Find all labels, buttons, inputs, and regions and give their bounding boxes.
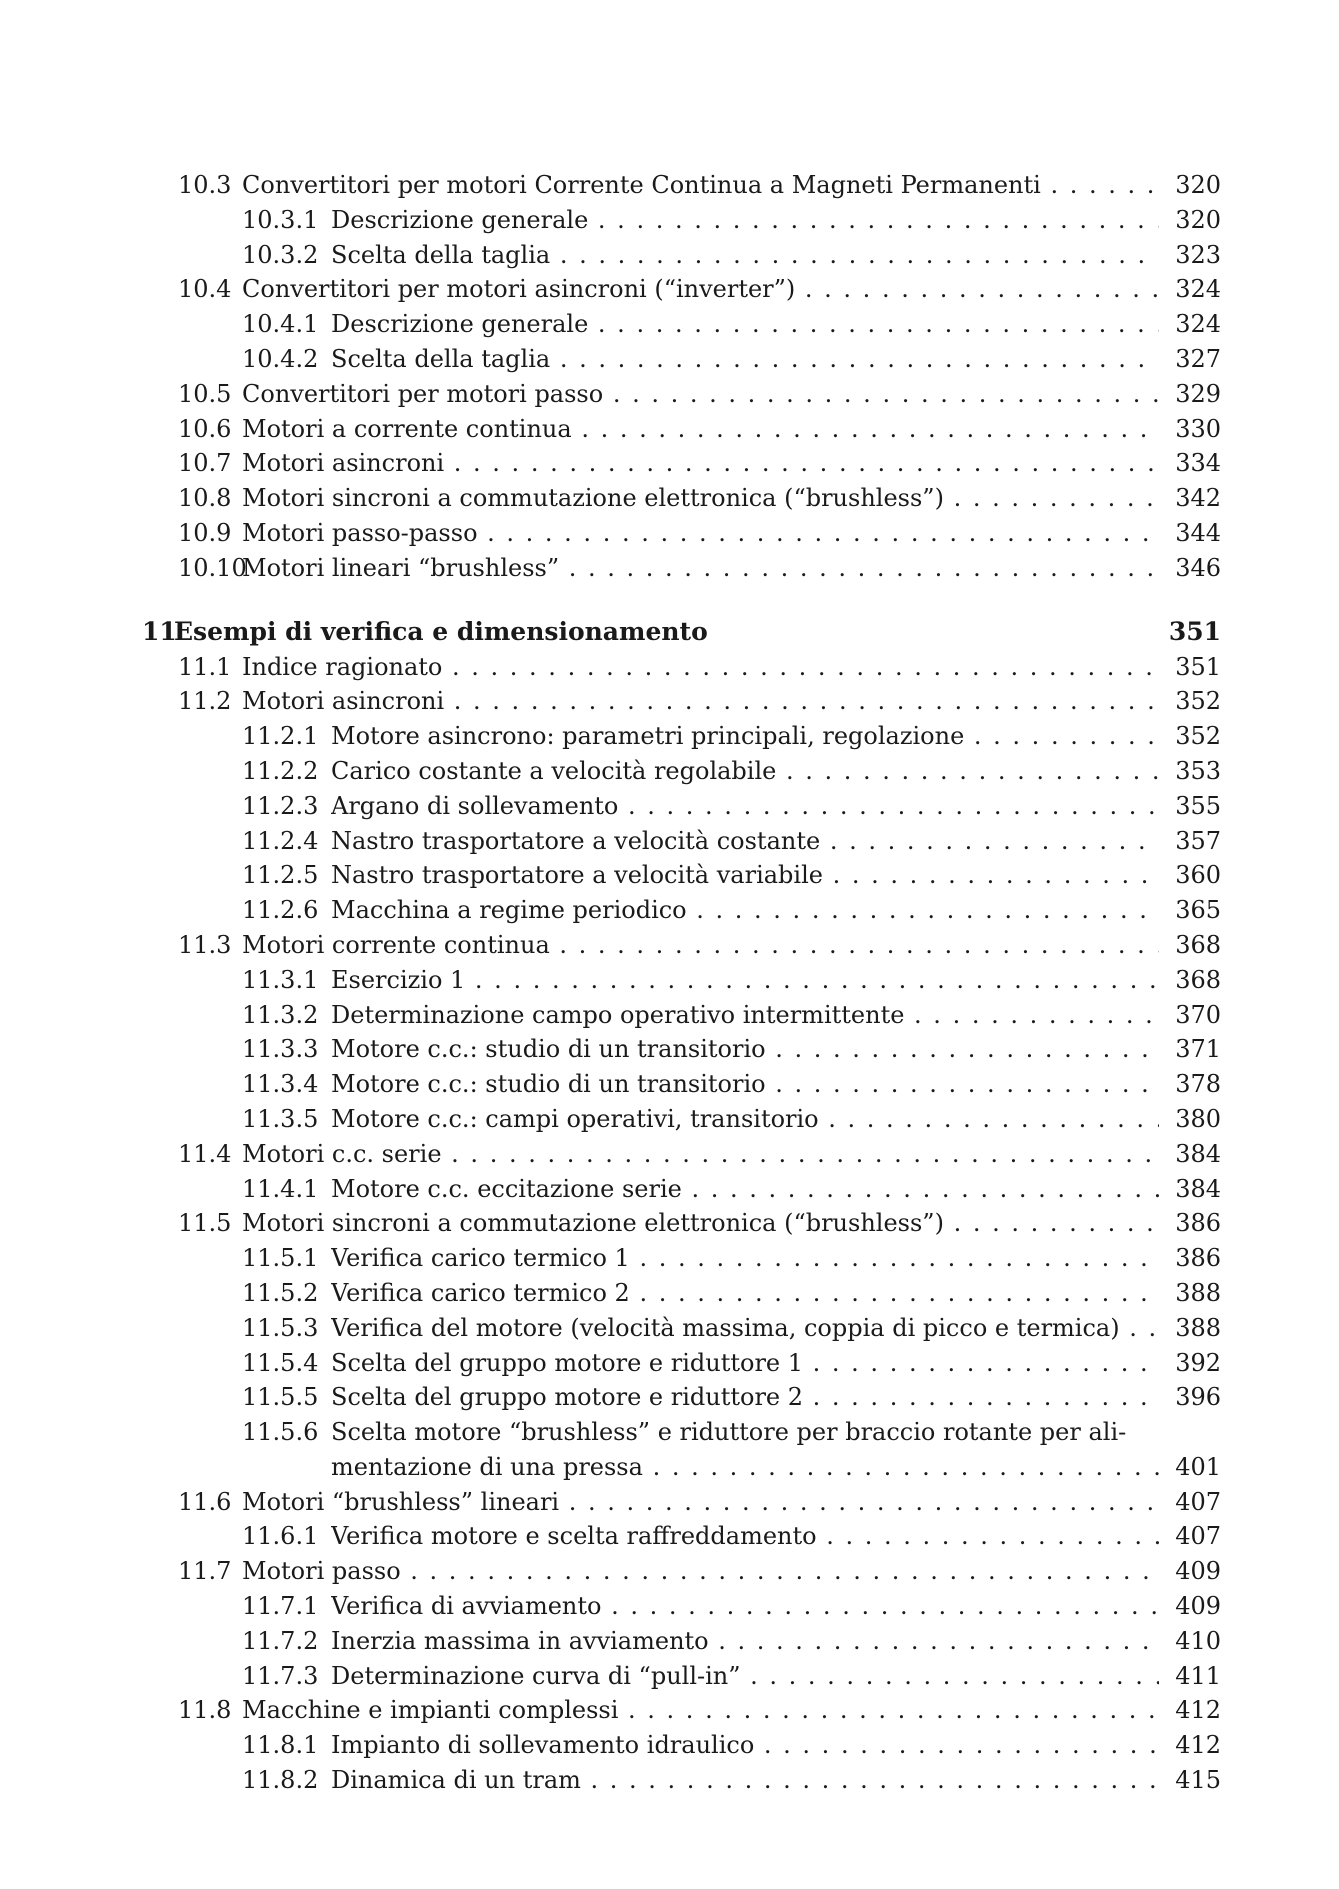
toc-entry-number: 11.6 bbox=[178, 1487, 232, 1516]
toc-entry[interactable] bbox=[178, 516, 1221, 551]
toc-entry-number: 11.3.1 bbox=[242, 965, 319, 994]
toc-entry-page: 415 bbox=[1175, 1766, 1221, 1795]
toc-entry-number: 11.3 bbox=[178, 930, 232, 959]
toc-entry-title: Argano di sollevamento . . . bbox=[331, 789, 1159, 824]
toc-entry-number: 10.10 bbox=[178, 553, 247, 582]
toc-entry-title: Motore c.c. eccitazione serie . . . bbox=[331, 1172, 1159, 1207]
toc-entry-title: Scelta del gruppo motore e riduttore 1 . . . bbox=[331, 1346, 1159, 1381]
toc-entry-title: Nastro trasportatore a velocità variabile . . . bbox=[331, 858, 1159, 893]
toc-entry-title: Verifica carico termico 2 . . . bbox=[331, 1276, 1159, 1311]
toc-entry-page: 410 bbox=[1175, 1626, 1221, 1655]
toc-entry[interactable] bbox=[178, 998, 1221, 1033]
toc-entry-title: Motori lineari “brushless” . . . bbox=[242, 551, 1159, 586]
toc-entry[interactable] bbox=[178, 1102, 1221, 1137]
toc-entry-title: Descrizione generale . . . bbox=[331, 203, 1159, 238]
toc-entry-number: 10.3 bbox=[178, 171, 232, 199]
toc-entry-title: Macchina a regime periodico . . . bbox=[331, 893, 1159, 928]
toc-entry-number: 11.5.3 bbox=[242, 1313, 319, 1342]
toc-entry[interactable] bbox=[178, 754, 1221, 789]
toc-entry-page: 351 bbox=[1168, 616, 1221, 646]
toc-entry[interactable] bbox=[178, 272, 1221, 307]
toc-entry-title: Motori asincroni . . . bbox=[242, 446, 1159, 481]
toc-entry[interactable] bbox=[178, 928, 1221, 963]
toc-entry-title: Motori sincroni a commutazione elettronica (“brushless”) . . . bbox=[242, 1206, 1159, 1241]
toc-entry-number: 11.2.5 bbox=[242, 861, 319, 890]
toc-entry-title: Motori a corrente continua . . . bbox=[242, 412, 1159, 447]
toc-entry-page: 407 bbox=[1175, 1522, 1221, 1551]
toc-entry[interactable] bbox=[178, 1485, 1221, 1520]
toc-entry[interactable] bbox=[178, 1624, 1221, 1659]
toc-entry-page: 360 bbox=[1175, 861, 1221, 890]
toc-entry-number: 11.3.2 bbox=[242, 1000, 319, 1029]
toc-entry[interactable] bbox=[178, 1693, 1221, 1728]
toc-entry-page: 370 bbox=[1175, 1000, 1221, 1029]
toc-entry-number: 11.3.5 bbox=[242, 1104, 319, 1133]
toc-entry[interactable] bbox=[178, 481, 1221, 516]
toc-entry-number: 11.2.4 bbox=[242, 826, 319, 855]
toc-entry[interactable] bbox=[178, 1589, 1221, 1624]
toc-entry[interactable] bbox=[178, 1659, 1221, 1694]
toc-entry[interactable] bbox=[178, 1137, 1221, 1172]
toc-entry-number: 11.3.4 bbox=[242, 1070, 319, 1099]
toc-entry-title: Motori asincroni . . . bbox=[242, 684, 1159, 719]
toc-entry-title: Motori sincroni a commutazione elettronica (“brushless”) . . . bbox=[242, 481, 1159, 516]
toc-entry-page: 407 bbox=[1175, 1487, 1221, 1516]
toc-entry-title: Esempi di verifica e dimensionamento bbox=[174, 616, 708, 646]
toc-entry-page: 388 bbox=[1175, 1278, 1221, 1307]
toc-entry-page: 324 bbox=[1175, 310, 1221, 339]
toc-entry-title: Convertitori per motori asincroni (“inverter”) . . . bbox=[242, 272, 1159, 307]
toc-entry-page: 323 bbox=[1175, 240, 1221, 269]
toc-entry-page: 412 bbox=[1175, 1696, 1221, 1725]
toc-entry-title: Scelta della taglia . . . bbox=[331, 342, 1159, 377]
toc-entry[interactable] bbox=[178, 551, 1221, 586]
toc-entry-page: 380 bbox=[1175, 1104, 1221, 1133]
toc-entry-title: Convertitori per motori passo . . . bbox=[242, 377, 1159, 412]
toc-entry-number: 11.5.6 bbox=[242, 1418, 319, 1447]
toc-entry-page: 388 bbox=[1175, 1313, 1221, 1342]
toc-entry-number: 11.7 bbox=[178, 1557, 232, 1586]
toc-entry[interactable] bbox=[178, 1241, 1221, 1276]
toc-entry-page: 342 bbox=[1175, 484, 1221, 513]
toc-entry[interactable] bbox=[178, 203, 1221, 238]
toc-entry-number: 11.5.1 bbox=[242, 1244, 319, 1273]
toc-entry[interactable] bbox=[178, 1415, 1221, 1450]
toc-entry-number: 10.4 bbox=[178, 275, 232, 304]
toc-entry-page: 365 bbox=[1175, 896, 1221, 925]
toc-entry[interactable] bbox=[178, 1554, 1221, 1589]
toc-entry-page: 368 bbox=[1175, 930, 1221, 959]
toc-entry-page: 386 bbox=[1175, 1244, 1221, 1273]
toc-entry[interactable] bbox=[178, 893, 1221, 928]
toc-entry-number: 11 bbox=[142, 616, 177, 646]
toc-entry[interactable] bbox=[178, 1067, 1221, 1102]
toc-entry[interactable] bbox=[178, 1519, 1221, 1554]
toc-entry-number: 11.7.2 bbox=[242, 1626, 319, 1655]
toc-entry-page: 412 bbox=[1175, 1731, 1221, 1760]
toc-entry-page: 355 bbox=[1175, 791, 1221, 820]
toc-entry-number: 10.4.2 bbox=[242, 344, 319, 373]
toc-entry-number: 11.1 bbox=[178, 652, 232, 681]
toc-entry-number: 10.4.1 bbox=[242, 310, 319, 339]
toc-entry-title: Esercizio 1 . . . bbox=[331, 963, 1159, 998]
toc-entry-number: 10.8 bbox=[178, 484, 232, 513]
toc-entry-page: 334 bbox=[1175, 449, 1221, 478]
toc-entry-title: Motore c.c.: studio di un transitorio . . . bbox=[331, 1032, 1159, 1067]
toc-entry-page: 352 bbox=[1175, 687, 1221, 716]
toc-entry[interactable] bbox=[178, 238, 1221, 273]
toc-entry[interactable] bbox=[178, 650, 1221, 685]
toc-entry[interactable] bbox=[178, 412, 1221, 447]
toc-entry[interactable] bbox=[178, 1763, 1221, 1798]
table-of-contents bbox=[142, 168, 1221, 1798]
toc-entry-title: Motore c.c.: studio di un transitorio . . . bbox=[331, 1067, 1159, 1102]
toc-entry-number: 11.2.2 bbox=[242, 756, 319, 785]
toc-entry[interactable] bbox=[178, 1450, 1221, 1485]
toc-entry[interactable] bbox=[178, 1172, 1221, 1207]
toc-entry[interactable] bbox=[178, 168, 1221, 203]
toc-entry-page: 378 bbox=[1175, 1070, 1221, 1099]
toc-entry-number: 11.2.6 bbox=[242, 896, 319, 925]
toc-entry-number: 10.7 bbox=[178, 449, 232, 478]
toc-entry[interactable] bbox=[178, 1380, 1221, 1415]
toc-entry-title: mentazione di una pressa . . . bbox=[331, 1450, 1159, 1485]
toc-entry-number: 10.6 bbox=[178, 414, 232, 443]
toc-entry-number: 11.4 bbox=[178, 1139, 232, 1168]
toc-entry-title: Determinazione campo operativo intermittente . . . bbox=[331, 998, 1159, 1033]
toc-entry-title: Scelta del gruppo motore e riduttore 2 . . . bbox=[331, 1380, 1159, 1415]
toc-entry-title: Impianto di sollevamento idraulico . . . bbox=[331, 1728, 1159, 1763]
toc-entry-number: 10.3.2 bbox=[242, 240, 319, 269]
toc-entry[interactable] bbox=[178, 1032, 1221, 1067]
toc-entry-page: 371 bbox=[1175, 1035, 1221, 1064]
toc-entry-number: 11.6.1 bbox=[242, 1522, 319, 1551]
toc-entry[interactable] bbox=[178, 342, 1221, 377]
toc-entry[interactable] bbox=[178, 1728, 1221, 1763]
toc-entry-page: 386 bbox=[1175, 1209, 1221, 1238]
toc-entry-page: 401 bbox=[1175, 1452, 1221, 1481]
toc-entry-title: Motore asincrono: parametri principali, regolazione . . . bbox=[331, 719, 1159, 754]
toc-entry-title: Indice ragionato . . . bbox=[242, 650, 1159, 685]
toc-entry-number: 11.7.3 bbox=[242, 1661, 319, 1690]
toc-entry-page: 357 bbox=[1175, 826, 1221, 855]
toc-entry-page: 327 bbox=[1175, 344, 1221, 373]
toc-entry-page: 329 bbox=[1175, 379, 1221, 408]
toc-entry-number: 11.2 bbox=[178, 687, 232, 716]
toc-entry-number: 10.3.1 bbox=[242, 205, 319, 234]
toc-entry-title: Nastro trasportatore a velocità costante . . . bbox=[331, 824, 1159, 859]
toc-entry-number: 11.8 bbox=[178, 1696, 232, 1725]
toc-entry-number: 10.9 bbox=[178, 518, 232, 547]
toc-entry[interactable] bbox=[178, 789, 1221, 824]
toc-entry-number: 11.8.2 bbox=[242, 1766, 319, 1795]
toc-entry-title: Carico costante a velocità regolabile . . . bbox=[331, 754, 1159, 789]
toc-entry-title: Convertitori per motori Corrente Continua a Magneti Permanenti . . . bbox=[242, 168, 1159, 203]
toc-entry-page: 320 bbox=[1175, 205, 1221, 234]
toc-entry[interactable] bbox=[178, 1346, 1221, 1381]
toc-entry[interactable] bbox=[178, 307, 1221, 342]
toc-entry-title: Motori passo . . . bbox=[242, 1554, 1159, 1589]
toc-entry-title: Verifica motore e scelta raffreddamento . . . bbox=[331, 1519, 1159, 1554]
toc-entry-title: Verifica di avviamento . . . bbox=[331, 1589, 1159, 1624]
toc-entry-page: 396 bbox=[1175, 1383, 1221, 1412]
toc-entry[interactable] bbox=[178, 684, 1221, 719]
toc-entry-title: Macchine e impianti complessi . . . bbox=[242, 1693, 1159, 1728]
toc-entry-number: 11.5.2 bbox=[242, 1278, 319, 1307]
toc-entry-number: 11.7.1 bbox=[242, 1592, 319, 1621]
toc-entry-number: 11.2.3 bbox=[242, 791, 319, 820]
toc-entry-number: 11.8.1 bbox=[242, 1731, 319, 1760]
toc-entry[interactable] bbox=[178, 377, 1221, 412]
toc-entry-title: Determinazione curva di “pull-in” . . . bbox=[331, 1659, 1159, 1694]
toc-entry[interactable] bbox=[178, 1311, 1221, 1346]
toc-entry[interactable] bbox=[178, 824, 1221, 859]
toc-entry-number: 10.5 bbox=[178, 379, 232, 408]
toc-entry-number: 11.5.5 bbox=[242, 1383, 319, 1412]
toc-entry-title: Inerzia massima in avviamento . . . bbox=[331, 1624, 1159, 1659]
toc-entry-title: Verifica carico termico 1 . . . bbox=[331, 1241, 1159, 1276]
toc-entry-page: 344 bbox=[1175, 518, 1221, 547]
toc-entry-title: Motori corrente continua . . . bbox=[242, 928, 1159, 963]
toc-entry-page: 409 bbox=[1175, 1557, 1221, 1586]
toc-entry-page: 368 bbox=[1175, 965, 1221, 994]
toc-entry-title: Dinamica di un tram . . . bbox=[331, 1763, 1159, 1798]
toc-entry-page: 411 bbox=[1175, 1661, 1221, 1690]
toc-entry-title: Verifica del motore (velocità massima, coppia di picco e termica) . . . bbox=[331, 1311, 1159, 1346]
toc-entry-title: Descrizione generale . . . bbox=[331, 307, 1159, 342]
toc-entry-number: 11.5 bbox=[178, 1209, 232, 1238]
toc-entry-page: 384 bbox=[1175, 1174, 1221, 1203]
toc-entry-page: 346 bbox=[1175, 553, 1221, 582]
toc-entry-title: Motori passo-passo . . . bbox=[242, 516, 1159, 551]
toc-entry-number: 11.2.1 bbox=[242, 722, 319, 751]
toc-entry-title: Scelta della taglia . . . bbox=[331, 238, 1159, 273]
toc-entry-page: 330 bbox=[1175, 414, 1221, 443]
toc-entry-page: 353 bbox=[1175, 756, 1221, 785]
toc-entry-title: Motori “brushless” lineari . . . bbox=[242, 1485, 1159, 1520]
toc-entry-number: 11.3.3 bbox=[242, 1035, 319, 1064]
toc-entry[interactable] bbox=[178, 719, 1221, 754]
toc-entry-title: Motori c.c. serie . . . bbox=[242, 1137, 1159, 1172]
toc-entry-title: Motore c.c.: campi operativi, transitorio . . . bbox=[331, 1102, 1159, 1137]
toc-entry-page: 409 bbox=[1175, 1592, 1221, 1621]
toc-entry-page: 384 bbox=[1175, 1139, 1221, 1168]
toc-entry-title: Scelta motore “brushless” e riduttore per braccio rotante per ali- bbox=[331, 1418, 1127, 1447]
toc-entry-number: 11.5.4 bbox=[242, 1348, 319, 1377]
toc-entry[interactable] bbox=[178, 858, 1221, 893]
toc-entry-page: 351 bbox=[1175, 652, 1221, 681]
toc-entry-page: 392 bbox=[1175, 1348, 1221, 1377]
toc-entry[interactable] bbox=[178, 1206, 1221, 1241]
toc-entry-number: 11.4.1 bbox=[242, 1174, 319, 1203]
toc-entry-page: 320 bbox=[1175, 171, 1221, 199]
toc-entry[interactable] bbox=[178, 446, 1221, 481]
toc-entry[interactable] bbox=[178, 1276, 1221, 1311]
toc-entry-page: 352 bbox=[1175, 722, 1221, 751]
toc-entry[interactable] bbox=[178, 963, 1221, 998]
toc-chapter-entry[interactable] bbox=[142, 614, 1221, 650]
toc-entry-page: 324 bbox=[1175, 275, 1221, 304]
